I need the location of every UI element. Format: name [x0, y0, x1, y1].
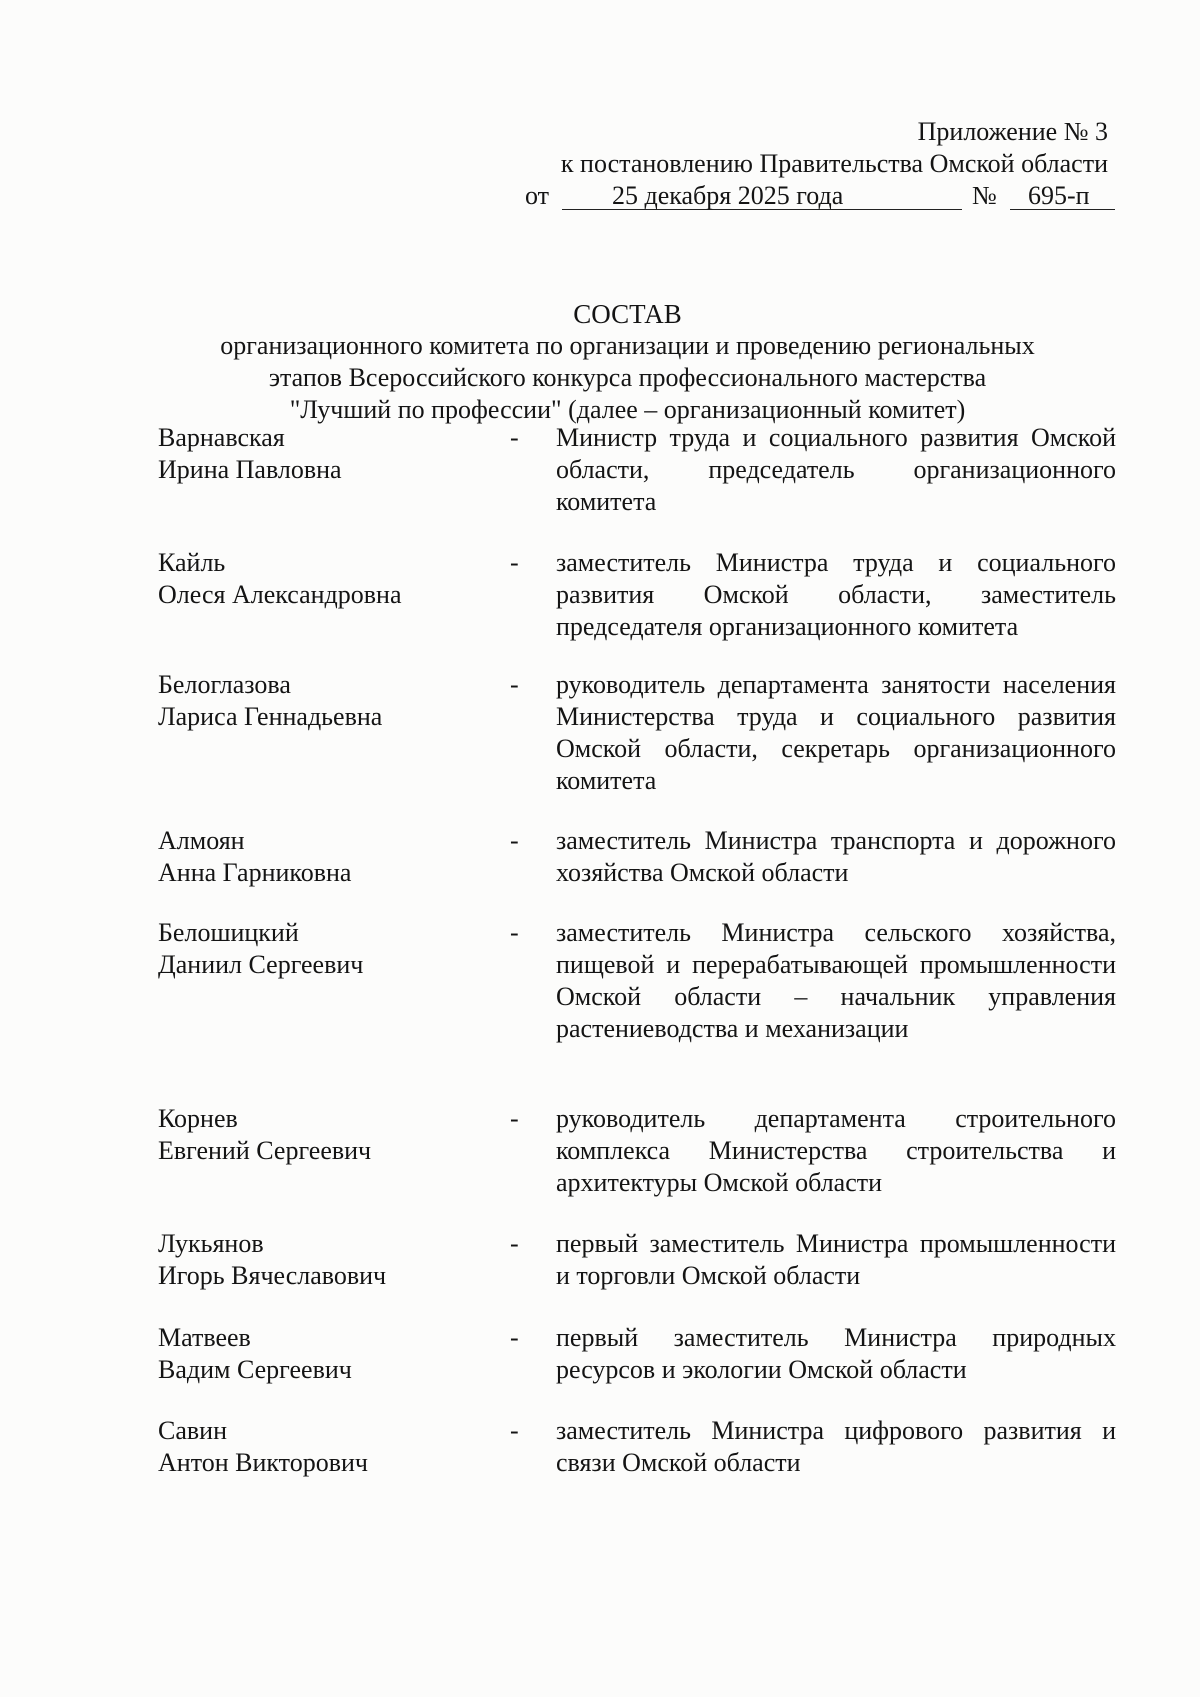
number-sign: №	[972, 181, 997, 210]
member-role: заместитель Министра транспорта и дорожного хозяйства Омской области	[556, 826, 1116, 887]
member-surname: Кайль	[158, 548, 226, 577]
member-name	[158, 825, 498, 889]
member-role: заместитель Министра сельского хозяйства, пищевой и перерабатывающей промышленности Омской области – начальник управления растениеводства и механизации	[556, 918, 1116, 1043]
member-surname: Савин	[158, 1416, 227, 1445]
member-dash: -	[510, 918, 519, 947]
member-surname: Варнавская	[158, 423, 285, 452]
member-name	[158, 669, 498, 733]
appendix-header	[468, 116, 1108, 180]
member-given-names: Ирина Павловна	[158, 455, 342, 484]
member-role: руководитель департамента строительного комплекса Министерства строительства и архитектуры Омской области	[556, 1104, 1116, 1197]
member-dash: -	[510, 1104, 519, 1133]
resolution-date: 25 декабря 2025 года	[562, 180, 962, 210]
member-role: заместитель Министра труда и социального развития Омской области, заместитель председателя организационного комитета	[556, 548, 1116, 641]
member-dash: -	[510, 548, 519, 577]
subtitle-line: организационного комитета по организации и проведению региональных	[220, 331, 1035, 360]
member-name	[158, 1228, 498, 1292]
member-name	[158, 422, 498, 486]
document-subtitle	[150, 330, 1105, 426]
appendix-reference: к постановлению Правительства Омской области	[560, 149, 1108, 178]
subtitle-line: этапов Всероссийского конкурса профессионального мастерства	[268, 363, 987, 392]
member-surname: Матвеев	[158, 1323, 251, 1352]
resolution-dateline	[525, 180, 1115, 212]
member-role: руководитель департамента занятости населения Министерства труда и социального развития Омской области, секретарь организационного комитета	[556, 670, 1116, 795]
appendix-number: Приложение № 3	[917, 117, 1108, 146]
member-surname: Алмоян	[158, 826, 245, 855]
member-surname: Корнев	[158, 1104, 238, 1133]
member-dash: -	[510, 826, 519, 855]
subtitle-line: "Лучший по профессии" (далее – организационный комитет)	[289, 395, 966, 424]
member-given-names: Анна Гарниковна	[158, 858, 352, 887]
member-dash: -	[510, 1229, 519, 1258]
member-dash: -	[510, 423, 519, 452]
member-given-names: Антон Викторович	[158, 1448, 368, 1477]
member-given-names: Евгений Сергеевич	[158, 1136, 372, 1165]
member-name	[158, 1103, 498, 1167]
member-given-names: Вадим Сергеевич	[158, 1355, 352, 1384]
member-given-names: Игорь Вячеславович	[158, 1261, 387, 1290]
member-surname: Белошицкий	[158, 918, 299, 947]
member-name	[158, 917, 498, 981]
member-dash: -	[510, 670, 519, 699]
member-surname: Белоглазова	[158, 670, 291, 699]
resolution-number: 695-п	[1010, 180, 1115, 210]
member-given-names: Олеся Александровна	[158, 580, 402, 609]
member-role: Министр труда и социального развития Омской области, председатель организационного комитета	[556, 423, 1116, 516]
member-dash: -	[510, 1416, 519, 1445]
date-prefix: от	[525, 181, 550, 210]
member-role: заместитель Министра цифрового развития и связи Омской области	[556, 1416, 1116, 1477]
member-dash: -	[510, 1323, 519, 1352]
member-name	[158, 547, 498, 611]
member-name	[158, 1322, 498, 1386]
member-given-names: Даниил Сергеевич	[158, 950, 364, 979]
member-role: первый заместитель Министра промышленности и торговли Омской области	[556, 1229, 1116, 1290]
member-role: первый заместитель Министра природных ресурсов и экологии Омской области	[556, 1323, 1116, 1384]
member-surname: Лукьянов	[158, 1229, 264, 1258]
member-given-names: Лариса Геннадьевна	[158, 702, 383, 731]
document-title: СОСТАВ	[573, 299, 682, 329]
member-name	[158, 1415, 498, 1479]
